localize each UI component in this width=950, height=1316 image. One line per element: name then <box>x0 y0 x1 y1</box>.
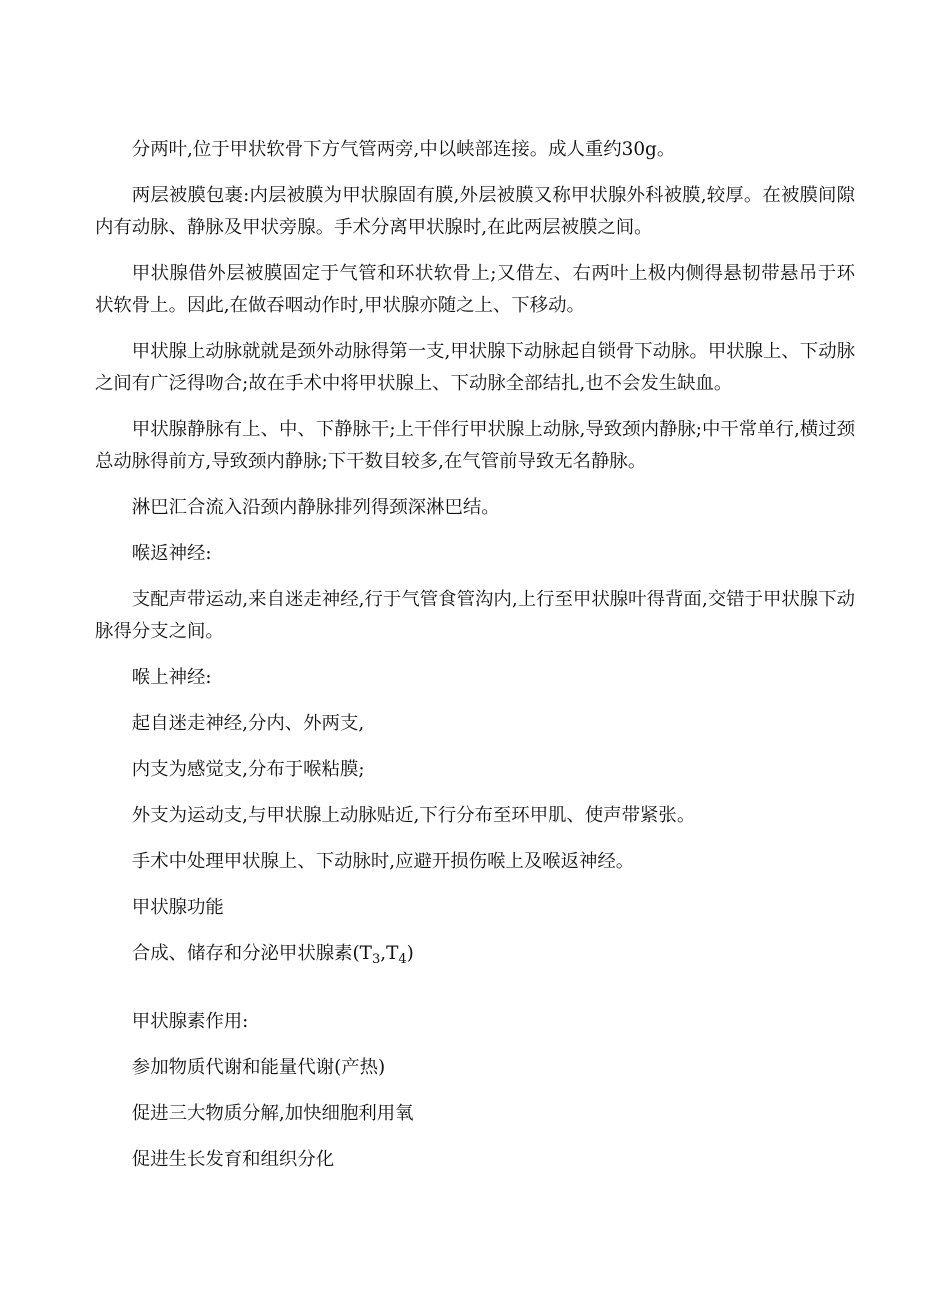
paragraph-surgery-note: 手术中处理甲状腺上、下动脉时,应避开损伤喉上及喉返神经。 <box>131 851 635 872</box>
paragraph-hormone-synthesis <box>95 938 855 970</box>
hormone-mid: ,T <box>380 943 399 964</box>
paragraph-growth: 促进生长发育和组织分化 <box>131 1149 335 1170</box>
paragraph-veins: 甲状腺静脉有上、中、下静脉干;上干伴行甲状腺上动脉,导致颈内静脉;中干常单行,横过颈总动脉得前方,导致颈内静脉;下干数目较多,在气管前导致无名静脉。 <box>95 419 855 472</box>
heading-hormone-effects: 甲状腺素作用: <box>131 1011 249 1032</box>
paragraph-decomposition: 促进三大物质分解,加快细胞利用氧 <box>131 1103 414 1124</box>
paragraph-external-branch: 外支为运动支,与甲状腺上动脉贴近,下行分布至环甲肌、使声带紧张。 <box>131 805 696 826</box>
heading-thyroid-function: 甲状腺功能 <box>131 897 224 918</box>
paragraph-thyroid-lobes: 分两叶,位于甲状软骨下方气管两旁,中以峡部连接。成人重约30g。 <box>131 139 676 160</box>
hormone-prefix: 合成、储存和分泌甲状腺素(T <box>131 943 372 964</box>
heading-superior-laryngeal-nerve: 喉上神经: <box>131 667 212 688</box>
paragraph-arteries: 甲状腺上动脉就就是颈外动脉得第一支,甲状腺下动脉起自锁骨下动脉。甲状腺上、下动脉之间有广泛得吻合;故在手术中将甲状腺上、下动脉全部结扎,也不会发生缺血。 <box>95 341 855 394</box>
document-body <box>95 134 855 1190</box>
paragraph-ligament: 甲状腺借外层被膜固定于气管和环状软骨上;又借左、右两叶上极内侧得悬韧带悬吊于环状软骨上。因此,在做吞咽动作时,甲状腺亦随之上、下移动。 <box>95 263 855 316</box>
paragraph-superior-nerve-origin: 起自迷走神经,分内、外两支, <box>131 713 365 734</box>
paragraph-metabolism: 参加物质代谢和能量代谢(产热) <box>131 1057 386 1078</box>
hormone-subscript-t4: 4 <box>398 952 407 967</box>
hormone-subscript-t3: 3 <box>371 952 381 967</box>
paragraph-capsule: 两层被膜包裹:内层被膜为甲状腺固有膜,外层被膜又称甲状腺外科被膜,较厚。在被膜间隙内有动脉、静脉及甲状旁腺。手术分离甲状腺时,在此两层被膜之间。 <box>95 185 855 238</box>
heading-recurrent-laryngeal-nerve: 喉返神经: <box>131 543 212 564</box>
paragraph-internal-branch: 内支为感觉支,分布于喉粘膜; <box>131 759 365 780</box>
hormone-suffix: ) <box>406 943 414 964</box>
paragraph-recurrent-nerve: 支配声带运动,来自迷走神经,行于气管食管沟内,上行至甲状腺叶得背面,交错于甲状腺下动脉得分支之间。 <box>95 589 855 642</box>
paragraph-lymph: 淋巴汇合流入沿颈内静脉排列得颈深淋巴结。 <box>131 497 500 518</box>
